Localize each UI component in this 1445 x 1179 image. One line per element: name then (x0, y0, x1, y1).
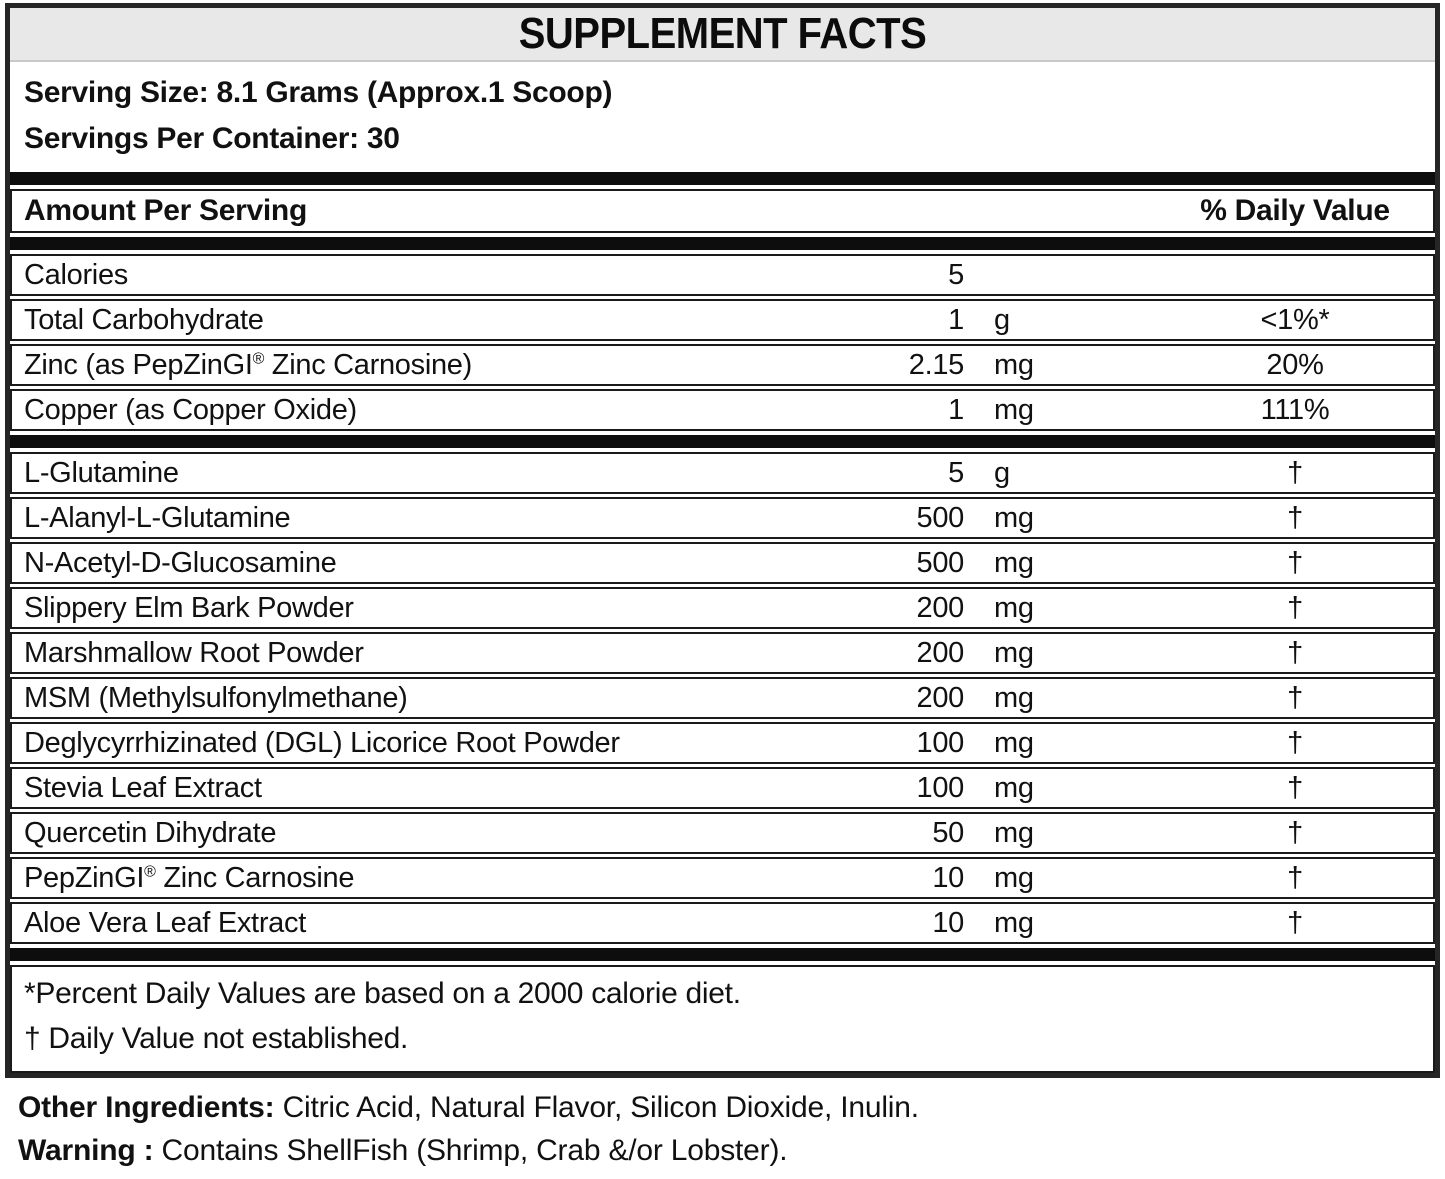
table-row (10, 254, 1435, 296)
ingredient-daily-value: 20% (1266, 348, 1324, 381)
table-row (10, 812, 1435, 854)
serving-info-block (10, 62, 1435, 168)
ingredient-name: Total Carbohydrate (24, 303, 264, 336)
table-row (10, 389, 1435, 431)
ingredient-daily-value: † (1287, 636, 1303, 669)
daily-value-header: % Daily Value (1200, 194, 1390, 227)
nutrients-table-section (10, 254, 1435, 431)
dagger-footnote: † Daily Value not established. (24, 1022, 409, 1055)
registered-trademark-symbol: ® (144, 862, 156, 880)
servings-per-container-line: Servings Per Container: 30 (24, 122, 400, 155)
ingredient-unit: mg (994, 546, 1034, 579)
ingredient-unit: mg (994, 591, 1034, 624)
other-ingredients-label: Other Ingredients: (18, 1091, 275, 1124)
ingredient-daily-value: † (1287, 771, 1303, 804)
ingredient-unit: mg (994, 771, 1034, 804)
ingredient-name: L-Alanyl-L-Glutamine (24, 501, 291, 534)
ingredient-amount: 10 (932, 906, 964, 939)
table-row (10, 497, 1435, 539)
ingredient-name: Slippery Elm Bark Powder (24, 591, 354, 624)
ingredient-amount: 5 (948, 258, 964, 291)
table-row (10, 722, 1435, 764)
ingredient-amount: 50 (932, 816, 964, 849)
ingredient-name: Deglycyrrhizinated (DGL) Licorice Root Powder (24, 726, 620, 759)
below-panel-text (0, 1078, 1445, 1172)
table-row (10, 767, 1435, 809)
ingredient-amount: 1 (948, 303, 964, 336)
proprietary-ingredients-table-section (10, 452, 1435, 944)
warning-line (18, 1129, 1427, 1172)
supplement-facts-panel (5, 3, 1440, 1078)
ingredient-unit: mg (994, 348, 1034, 381)
ingredient-name: Quercetin Dihydrate (24, 816, 277, 849)
ingredient-amount: 100 (916, 771, 964, 804)
ingredient-daily-value: † (1287, 546, 1303, 579)
ingredient-daily-value: † (1287, 726, 1303, 759)
ingredient-unit: mg (994, 636, 1034, 669)
ingredient-name: Marshmallow Root Powder (24, 636, 364, 669)
warning-value: Contains ShellFish (Shrimp, Crab &/or Lobster). (153, 1134, 788, 1167)
ingredient-name: Aloe Vera Leaf Extract (24, 906, 306, 939)
ingredient-amount: 200 (916, 636, 964, 669)
ingredient-name: Stevia Leaf Extract (24, 771, 262, 804)
ingredient-unit: mg (994, 501, 1034, 534)
ingredient-daily-value: <1%* (1260, 303, 1330, 336)
ingredient-daily-value: † (1287, 501, 1303, 534)
warning-label: Warning : (18, 1134, 154, 1167)
ingredient-daily-value: 111% (1260, 393, 1330, 426)
ingredient-daily-value: † (1287, 591, 1303, 624)
other-ingredients-value: Citric Acid, Natural Flavor, Silicon Dioxide, Inulin. (274, 1091, 919, 1124)
registered-trademark-symbol: ® (252, 349, 265, 367)
page-title: SUPPLEMENT FACTS (518, 9, 927, 58)
ingredient-daily-value: † (1287, 906, 1303, 939)
percent-dv-footnote: *Percent Daily Values are based on a 2000 calorie diet. (24, 977, 741, 1010)
ingredient-amount: 200 (916, 591, 964, 624)
ingredient-unit: g (994, 303, 1010, 336)
ingredient-name: MSM (Methylsulfonylmethane) (24, 681, 408, 714)
ingredient-name: N-Acetyl-D-Glucosamine (24, 546, 337, 579)
section-divider-bar (10, 948, 1435, 961)
title-band (10, 8, 1435, 62)
ingredient-name: Calories (24, 258, 128, 291)
table-row (10, 902, 1435, 944)
ingredient-unit: g (994, 456, 1010, 489)
table-row (10, 344, 1435, 386)
amount-per-serving-header: Amount Per Serving (24, 194, 307, 227)
table-header-row (10, 189, 1435, 233)
ingredient-unit: mg (994, 816, 1034, 849)
table-row (10, 587, 1435, 629)
ingredient-unit: mg (994, 861, 1034, 894)
ingredient-unit: mg (994, 681, 1034, 714)
ingredient-name: Zinc (as PepZinGI® Zinc Carnosine) (24, 348, 472, 381)
table-row (10, 677, 1435, 719)
ingredient-amount: 100 (916, 726, 964, 759)
ingredient-name: L-Glutamine (24, 456, 179, 489)
section-divider-bar (10, 172, 1435, 185)
ingredient-amount: 10 (932, 861, 964, 894)
table-row (10, 857, 1435, 899)
other-ingredients-line (18, 1086, 1427, 1129)
ingredient-daily-value: † (1287, 816, 1303, 849)
table-row (10, 632, 1435, 674)
ingredient-amount: 200 (916, 681, 964, 714)
serving-size-line: Serving Size: 8.1 Grams (Approx.1 Scoop) (24, 76, 613, 109)
ingredient-daily-value: † (1287, 861, 1303, 894)
ingredient-unit: mg (994, 726, 1034, 759)
ingredient-amount: 1 (948, 393, 964, 426)
section-divider-bar (10, 435, 1435, 448)
ingredient-amount: 2.15 (908, 348, 964, 381)
ingredient-amount: 500 (916, 546, 964, 579)
ingredient-name: PepZinGI® Zinc Carnosine (24, 861, 355, 894)
footnote-box (10, 965, 1435, 1073)
table-row (10, 299, 1435, 341)
ingredient-daily-value: † (1287, 681, 1303, 714)
section-divider-bar (10, 237, 1435, 250)
table-row (10, 452, 1435, 494)
table-row (10, 542, 1435, 584)
ingredient-daily-value: † (1287, 456, 1303, 489)
ingredient-amount: 5 (948, 456, 964, 489)
ingredient-name: Copper (as Copper Oxide) (24, 393, 357, 426)
ingredient-unit: mg (994, 393, 1034, 426)
ingredient-amount: 500 (916, 501, 964, 534)
ingredient-unit: mg (994, 906, 1034, 939)
